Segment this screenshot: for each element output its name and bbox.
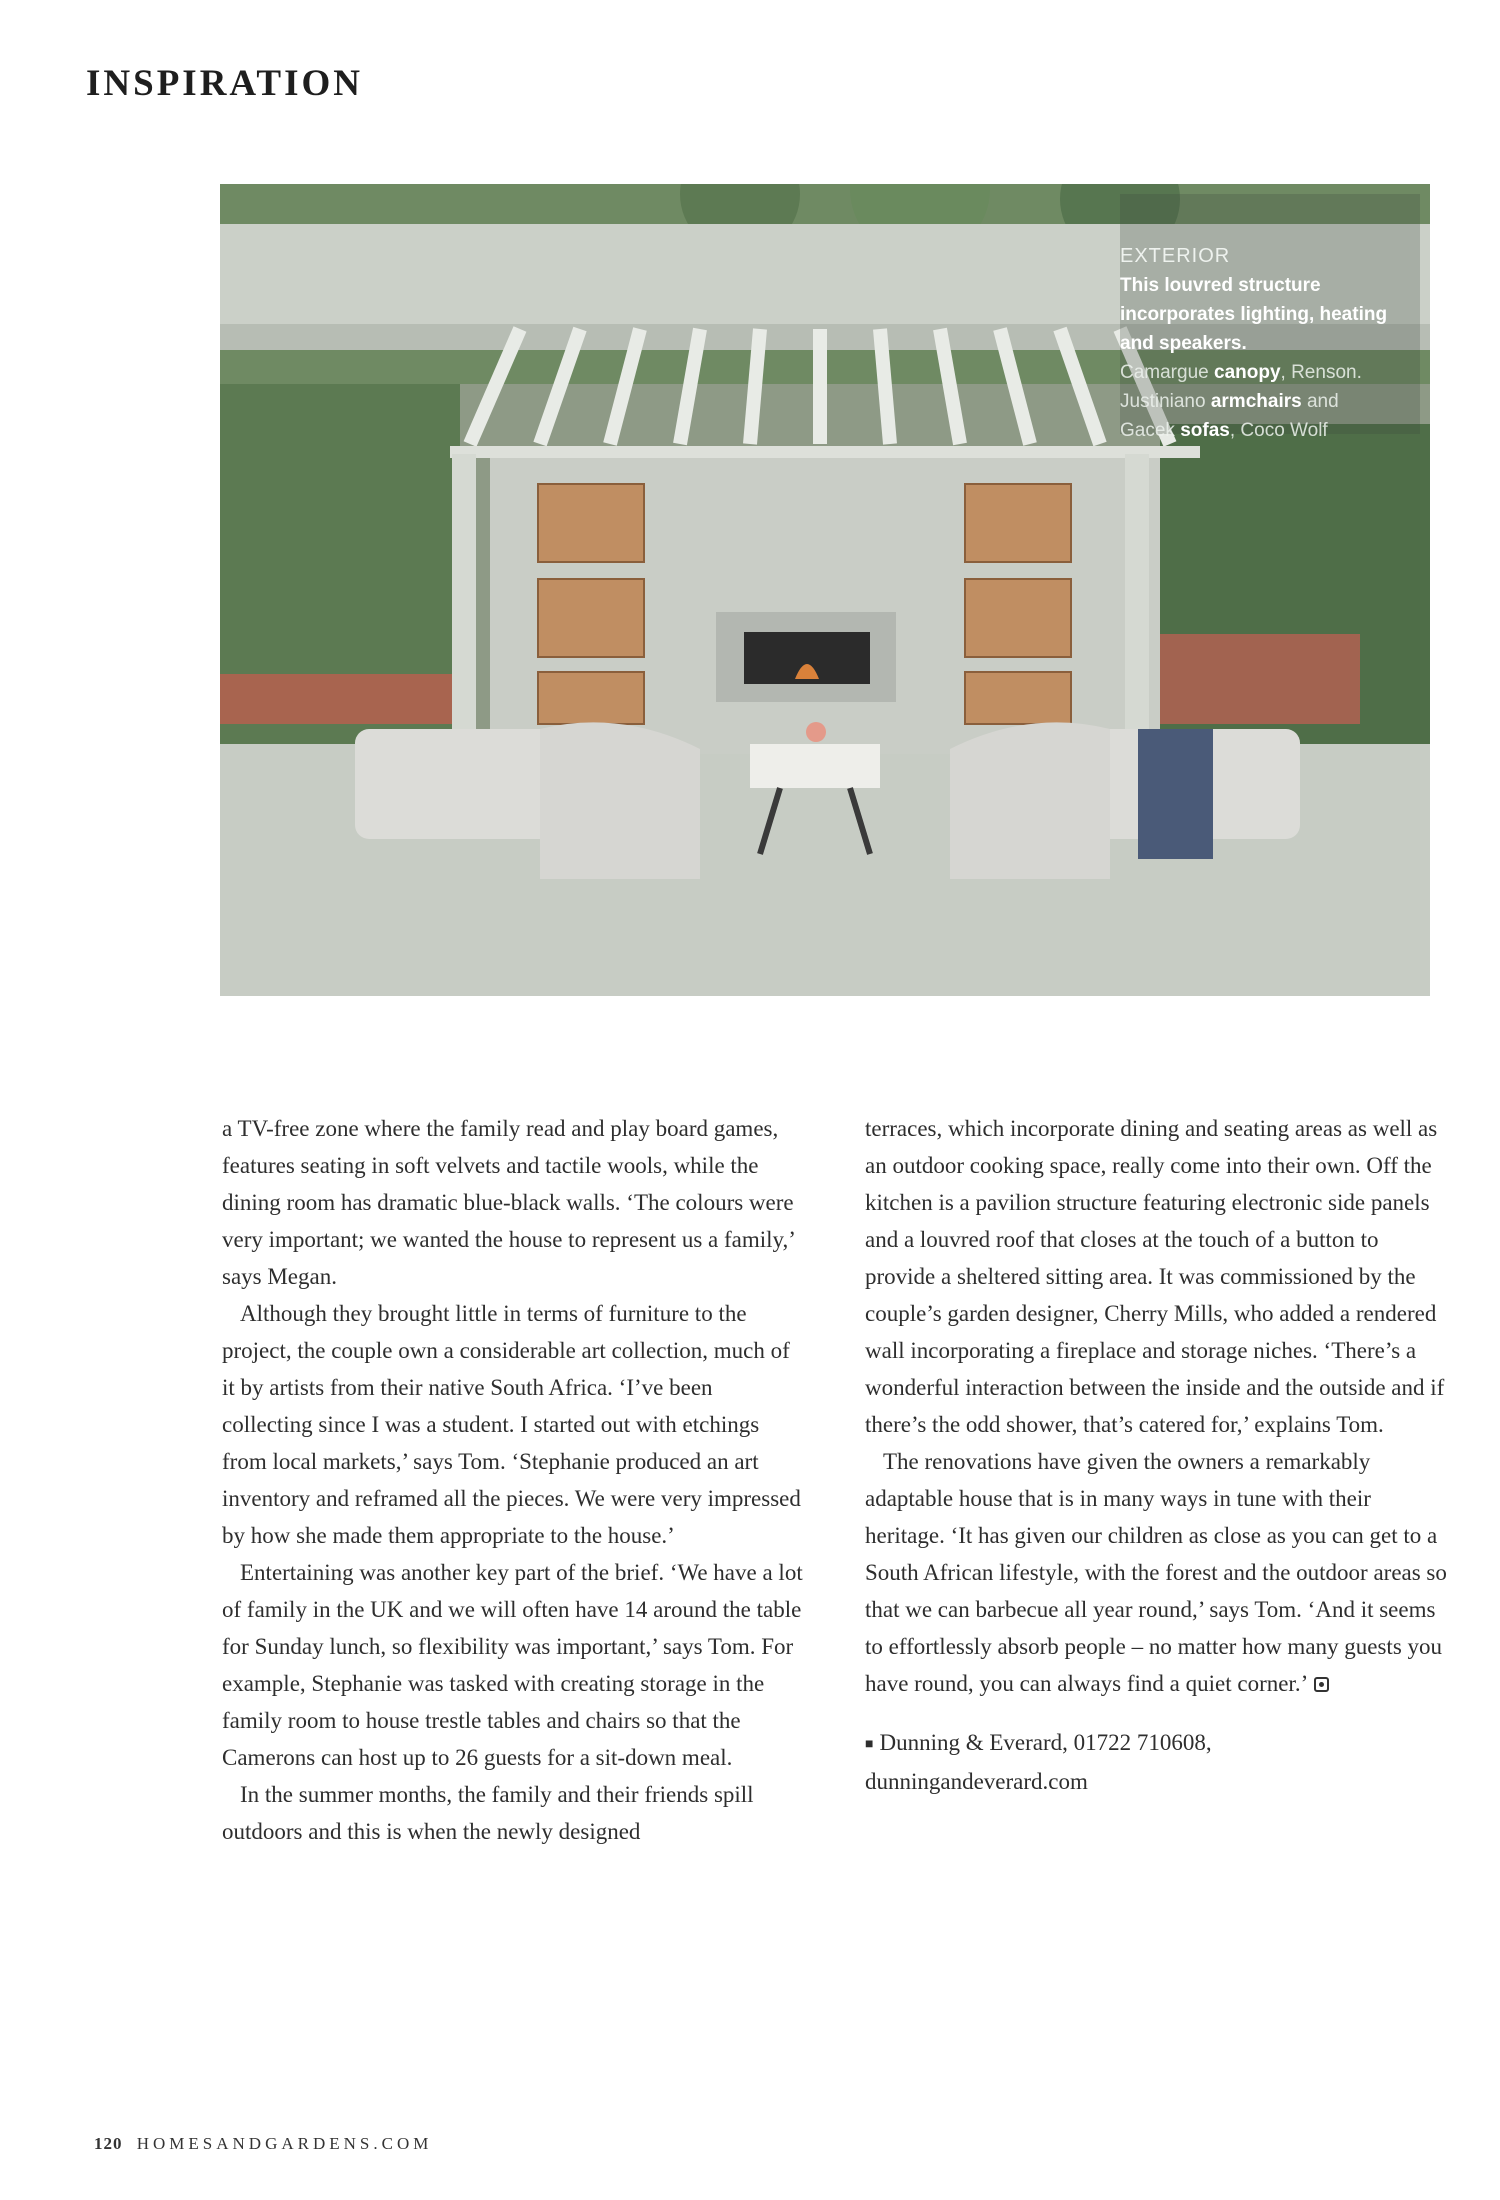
supplier-credit (865, 1724, 1450, 1800)
caption-credit-line (1120, 387, 1395, 416)
article-paragraph: terraces, which incorporate dining and seating areas as well as an outdoor cooking space, really come into their own. Off the kitchen is a pavilion structure featuring electronic side panels and a louvred roof that closes at the touch of a button to provide a sheltered sitting area. It was commissioned by the couple’s garden designer, Cherry Mills, who added a rendered wall incorporating a fireplace and storage niches. ‘There’s a wonderful interaction between the inside and the outside and if there’s the odd shower, that’s catered for,’ explains Tom. (865, 1116, 1445, 1437)
footer-site: HOMESANDGARDENS.COM (136, 2134, 433, 2153)
caption-credit-light: Justiniano (1120, 391, 1211, 412)
supplier-company: Dunning & Everard, 01722 710608, (879, 1730, 1212, 1755)
caption-credit-strong: armchairs (1210, 391, 1302, 412)
caption-credit-line (1120, 358, 1395, 387)
article-paragraph: a TV-free zone where the family read and play board games, features seating in soft velvets and tactile wools, while the dining room has dramatic blue-black walls. ‘The colours were very important; we wanted the house to represent us a family,’ says Megan. (222, 1116, 795, 1289)
photo-caption (1120, 242, 1395, 445)
end-of-article-icon (1314, 1677, 1329, 1692)
article-column-right (865, 1110, 1450, 1800)
section-label: INSPIRATION (86, 63, 363, 104)
supplier-url[interactable]: dunningandeverard.com (865, 1769, 1088, 1795)
article-paragraph: Entertaining was another key part of the brief. ‘We have a lot of family in the UK and we will often have 14 around the table for Sunday lunch, so flexibility was important,’ says Tom. For example, Stephanie was tasked with creating storage in the family room to house trestle tables and chairs so that the Camerons can host up to 26 guests for a sit-down meal. (222, 1560, 803, 1770)
caption-heading: EXTERIOR (1120, 245, 1231, 267)
caption-credit-light: Camargue (1120, 362, 1214, 383)
article-paragraph-final (865, 1443, 1450, 1702)
caption-credit-line (1120, 416, 1395, 445)
page-number: 120 (94, 2134, 123, 2153)
caption-credit-tail: , Coco Wolf (1229, 420, 1328, 441)
caption-credit-light: Gacek (1120, 420, 1181, 441)
article-paragraph: Although they brought little in terms of furniture to the project, the couple own a considerable art collection, much of it by artists from their native South Africa. ‘I’ve been collecting since I was a student. I started out with etchings from local markets,’ says Tom. ‘Stephanie produced an art inventory and reframed all the pieces. We were very impressed by how she made them appropriate to the house.’ (222, 1301, 801, 1548)
caption-lead: This louvred structure incorporates lighting, heating and speakers. (1120, 275, 1388, 354)
bullet-icon: ■ (865, 1737, 874, 1753)
caption-credit-strong: canopy (1214, 362, 1281, 383)
page-footer (94, 2134, 432, 2154)
caption-credit-tail: , Renson. (1280, 362, 1362, 383)
caption-credit-strong: sofas (1180, 420, 1230, 441)
final-paragraph-text: The renovations have given the owners a remarkably adaptable house that is in many ways in tune with their heritage. ‘It has given our children as close as you can get to a South African lifestyle, with the forest and the outdoor areas so that we can barbecue all year round,’ says Tom. ‘And it seems to effortlessly absorb people – no matter how many guests you have round, you can always find a quiet corner.’ (865, 1449, 1447, 1696)
caption-credit-tail: and (1301, 391, 1339, 412)
article-column-left (222, 1110, 807, 1850)
article-paragraph: In the summer months, the family and their friends spill outdoors and this is when the newly designed (222, 1782, 754, 1844)
